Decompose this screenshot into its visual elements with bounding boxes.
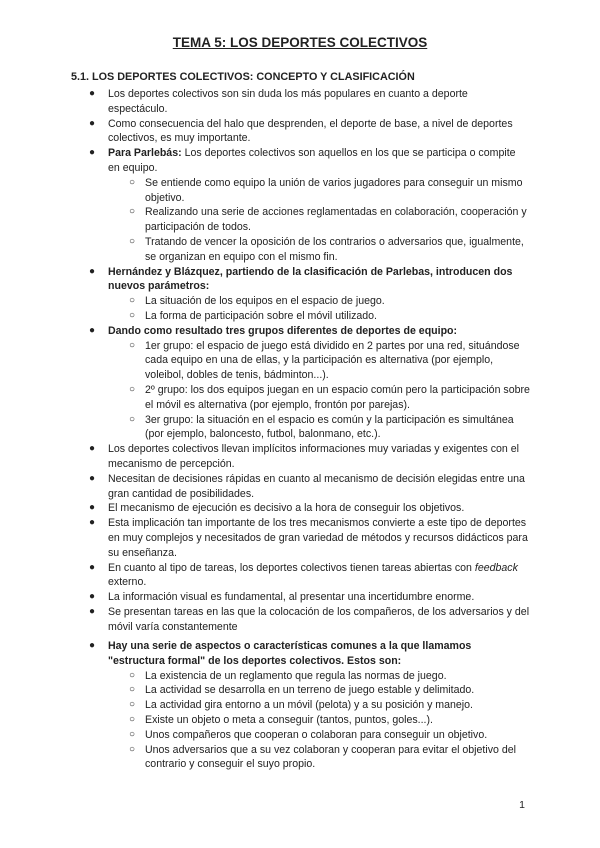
bullet-icon: ● (89, 265, 96, 277)
list-item: ● Hay una serie de aspectos o características comunes a la que llamamos "estructura formal" de los deportes colectivos. Estos son: (89, 640, 472, 667)
list-item: ● En cuanto al tipo de tareas, los deportes colectivos tienen tareas abiertas con feedback externo. (89, 561, 518, 589)
sub-list-item: ○ Realizando una serie de acciones reglamentadas en colaboración, cooperación y participación de todos. (129, 206, 527, 234)
list-item: ● El mecanismo de ejecución es decisivo a la hora de conseguir los objetivos. (89, 502, 465, 515)
sub-list-item: ○ Unos compañeros que cooperan o colaboran para conseguir un objetivo. (129, 728, 488, 741)
bullet-icon: ● (89, 324, 96, 336)
sub-list-item: ○ 1er grupo: el espacio de juego está dividido en 2 partes por una red, situándose cada equipo en una de ellas, y la participación es alternativa (por ejemplo, voleibol, dobles de tenis, bádminton...). (129, 339, 520, 382)
sub-list-item: ○ 2º grupo: los dos equipos juegan en un espacio común pero la participación sobre el móvil es alternativa (por ejemplo, frontón por parejas). (129, 383, 530, 411)
circle-bullet-icon: ○ (129, 413, 136, 425)
bullet-icon: ● (89, 117, 96, 129)
bullet-icon: ● (89, 443, 96, 455)
list-item: ● Para Parlebás: Los deportes colectivos son aquellos en los que se participa o compite en equipo. (89, 147, 516, 174)
list-item: ● Dando como resultado tres grupos diferentes de deportes de equipo: (89, 324, 458, 337)
circle-bullet-icon: ○ (129, 669, 136, 681)
circle-bullet-icon: ○ (129, 713, 136, 725)
sub-list-item: ○ Existe un objeto o meta a conseguir (tantos, puntos, goles...). (129, 713, 433, 726)
list-item: ● La información visual es fundamental, al presentar una incertidumbre enorme. (89, 591, 475, 604)
circle-bullet-icon: ○ (129, 206, 136, 218)
list-item: ● Esta implicación tan importante de los tres mecanismos convierte a este tipo de deportes en muy complejos y necesitados de gran variedad de métodos y recursos didácticos para su enseñanza. (89, 517, 528, 559)
bullet-icon: ● (89, 640, 96, 651)
sub-list-item: ○ La forma de participación sobre el móvil utilizado. (129, 309, 378, 322)
list-item: ● Hernández y Blázquez, partiendo de la clasificación de Parlebas, introducen dos nuevos parámetros: (89, 265, 513, 293)
sub-list-item: ○ Tratando de vencer la oposición de los contrarios o adversarios que, igualmente, se organizan en equipo con el mismo fin. (129, 235, 524, 263)
sub-list-item: ○ La actividad se desarrolla en un terreno de juego estable y delimitado. (129, 684, 475, 697)
circle-bullet-icon: ○ (129, 295, 136, 307)
circle-bullet-icon: ○ (129, 309, 136, 321)
circle-bullet-icon: ○ (129, 176, 136, 188)
circle-bullet-icon: ○ (129, 699, 136, 711)
bullet-icon: ● (89, 502, 96, 514)
bullet-icon: ● (89, 472, 96, 484)
bullet-icon: ● (89, 561, 96, 573)
bullet-icon: ● (89, 605, 96, 617)
sub-list-item: ○ La actividad gira entorno a un móvil (pelota) y a su posición y manejo. (129, 699, 473, 712)
page-number: 1 (519, 799, 525, 811)
circle-bullet-icon: ○ (129, 383, 136, 395)
list-item: ● Los deportes colectivos son sin duda los más populares en cuanto a deporte espectáculo. (89, 88, 468, 115)
bullet-icon: ● (89, 591, 96, 603)
circle-bullet-icon: ○ (129, 684, 136, 696)
sub-list-item: ○ Unos adversarios que a su vez colaboran y cooperan para evitar el objetivo del contrario y conseguir el suyo propio. (129, 743, 516, 771)
page-title: TEMA 5: LOS DEPORTES COLECTIVOS (172, 35, 428, 50)
sub-list-item: ○ La situación de los equipos en el espacio de juego. (129, 295, 385, 308)
list-item: ● Como consecuencia del halo que desprenden, el deporte de base, a nivel de deportes colectivos, es muy importante. (89, 117, 513, 145)
bullet-icon: ● (89, 517, 96, 529)
circle-bullet-icon: ○ (129, 743, 136, 755)
bullet-icon: ● (89, 88, 96, 99)
circle-bullet-icon: ○ (129, 235, 136, 247)
structure-list (0, 639, 600, 772)
circle-bullet-icon: ○ (129, 728, 136, 740)
list-item: ● Necesitan de decisiones rápidas en cuanto al mecanismo de decisión elegidas entre una gran cantidad de posibilidades. (89, 472, 525, 500)
list-item: ● Los deportes colectivos llevan implícitos informaciones muy variadas y exigentes con el mecanismo de percepción. (89, 443, 519, 470)
main-list (0, 87, 600, 634)
bullet-icon: ● (89, 147, 96, 159)
sub-list-item: ○ 3er grupo: la situación en el espacio es común y la participación es simultánea (por ejemplo, baloncesto, futbol, balonmano, etc.). (129, 413, 514, 441)
section-heading: 5.1. LOS DEPORTES COLECTIVOS: CONCEPTO Y CLASIFICACIÓN (71, 71, 415, 83)
circle-bullet-icon: ○ (129, 339, 136, 351)
list-item: ● Se presentan tareas en las que la colocación de los compañeros, de los adversarios y del móvil varía constantemente (89, 605, 530, 633)
sub-list-item: ○ Se entiende como equipo la unión de varios jugadores para conseguir un mismo objetivo. (129, 176, 523, 204)
sub-list-item: ○ La existencia de un reglamento que regula las normas de juego. (129, 669, 447, 682)
